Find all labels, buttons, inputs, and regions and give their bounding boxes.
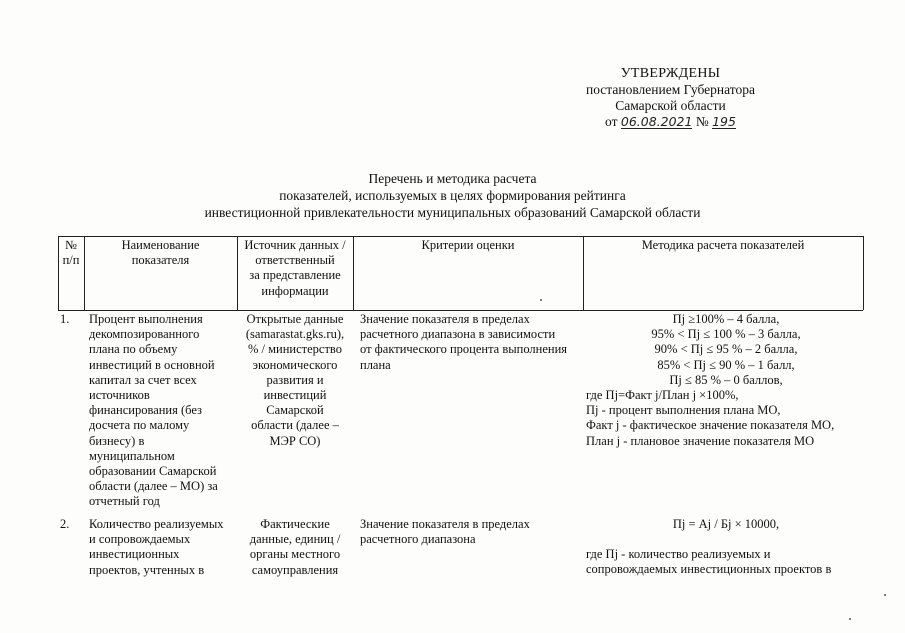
col-border-5 [863, 236, 864, 310]
row-num: 2. [60, 517, 70, 531]
approval-date-line [586, 114, 755, 130]
approval-heading: УТВЕРЖДЕНЫ [620, 66, 721, 81]
number-prefix: № [695, 114, 709, 129]
header-source: Источник данных / ответственный за представление информации [244, 238, 346, 298]
title-line-2: показателей, используемых в целях формирования рейтинга [279, 188, 626, 203]
row-method: Пj ≥100% – 4 балла, 95% < Пj ≤ 100 % – 3 балла, 90% < Пj ≤ 95 % – 2 балла, 85% < Пj ≤ 90 % – 1 балл, Пj ≤ 85 % – 0 баллов, где Пj=Факт j/План j ×100%, Пj - процент выполнения плана МО, Факт j - фактическое значение показателя МО, План j - плановое значение показателя МО [586, 312, 835, 448]
title-line-3: инвестиционной привлекательности муниципальных образований Самарской области [204, 205, 701, 220]
row-num: 1. [60, 312, 70, 326]
handwritten-number: 195 [712, 114, 736, 129]
approval-block [586, 66, 755, 130]
header-num: № п/п [62, 238, 80, 268]
row-name: Количество реализуемых и сопровождаемых инвестиционных проектов, учтенных в [89, 517, 224, 577]
row-criteria: Значение показателя в пределах расчетного диапазона в зависимости от фактического процента выполнения плана [360, 312, 568, 372]
scan-speck [849, 618, 851, 620]
row-name: Процент выполнения декомпозированного плана по объему инвестиций в основной капитал за счет всех источников финансирования (без досчета по малому бизнесу) в муниципальном образовании Самарской области (далее – МО) за отчетный год [89, 312, 218, 509]
approval-line-1: постановлением Губернатора [586, 82, 755, 97]
row-source: Открытые данные (samarastat.gks.ru), % / министерство экономического развития и инвестиций Самарской области (далее – МЭР СО) [245, 312, 345, 448]
scan-speck [884, 594, 886, 596]
handwritten-date: 06.08.2021 [620, 114, 693, 129]
row-source: Фактические данные, единиц / органы местного самоуправления [249, 517, 341, 577]
title-line-1: Перечень и методика расчета [368, 171, 537, 186]
header-method: Методика расчета показателей [641, 238, 805, 252]
header-top-border [58, 236, 863, 237]
header-name: Наименование показателя [121, 238, 200, 268]
header-criteria: Критерии оценки [421, 238, 515, 252]
date-prefix: от [605, 114, 618, 129]
document-title [0, 170, 905, 221]
scan-speck [540, 299, 542, 301]
row-method: Пj = Аj / Бj × 10000, где Пj - количество реализуемых и сопровождаемых инвестиционных проектов в [586, 517, 832, 577]
row-criteria: Значение показателя в пределах расчетного диапазона [360, 517, 530, 547]
header-bottom-border [58, 310, 863, 311]
approval-line-2: Самарской области [615, 98, 726, 113]
